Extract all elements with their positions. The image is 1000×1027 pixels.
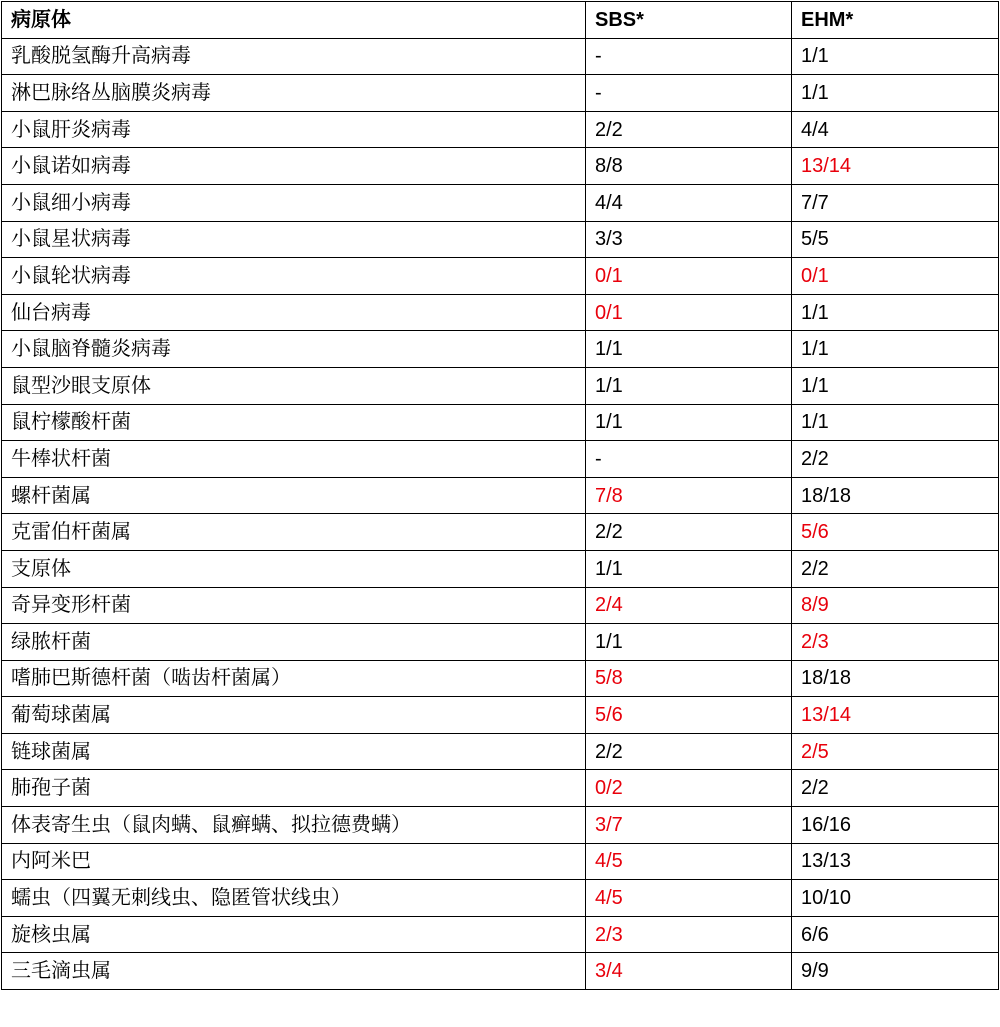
table-row: [2, 477, 999, 514]
table-row: [2, 111, 999, 148]
sbs-cell: 7/8: [586, 477, 792, 514]
pathogen-cell: 奇异变形杆菌: [2, 587, 586, 624]
sbs-cell: 1/1: [586, 367, 792, 404]
pathogen-cell: 牛棒状杆菌: [2, 441, 586, 478]
pathogen-cell: 葡萄球菌属: [2, 697, 586, 734]
sbs-cell: 0/2: [586, 770, 792, 807]
table-row: [2, 880, 999, 917]
sbs-cell: 2/3: [586, 916, 792, 953]
pathogen-cell: 乳酸脱氢酶升高病毒: [2, 38, 586, 75]
pathogen-cell: 三毛滴虫属: [2, 953, 586, 990]
ehm-cell: 13/14: [792, 697, 999, 734]
sbs-cell: 5/6: [586, 697, 792, 734]
table-row: [2, 843, 999, 880]
pathogen-cell: 鼠柠檬酸杆菌: [2, 404, 586, 441]
pathogen-cell: 链球菌属: [2, 733, 586, 770]
table-row: [2, 38, 999, 75]
ehm-cell: 10/10: [792, 880, 999, 917]
ehm-cell: 1/1: [792, 331, 999, 368]
sbs-cell: -: [586, 38, 792, 75]
sbs-cell: 4/5: [586, 843, 792, 880]
sbs-cell: 2/2: [586, 111, 792, 148]
table-row: [2, 916, 999, 953]
ehm-cell: 7/7: [792, 184, 999, 221]
table-row: [2, 587, 999, 624]
table-row: [2, 221, 999, 258]
sbs-cell: 5/8: [586, 660, 792, 697]
header-pathogen: 病原体: [2, 2, 586, 39]
pathogen-cell: 小鼠星状病毒: [2, 221, 586, 258]
ehm-cell: 18/18: [792, 477, 999, 514]
sbs-cell: 2/2: [586, 733, 792, 770]
table-row: [2, 75, 999, 112]
ehm-cell: 2/5: [792, 733, 999, 770]
table-row: [2, 770, 999, 807]
table-row: [2, 733, 999, 770]
table-row: [2, 258, 999, 295]
table-row: [2, 807, 999, 844]
table-row: [2, 953, 999, 990]
sbs-cell: -: [586, 441, 792, 478]
pathogen-cell: 仙台病毒: [2, 294, 586, 331]
table-row: [2, 367, 999, 404]
header-ehm: EHM*: [792, 2, 999, 39]
pathogen-cell: 绿脓杆菌: [2, 624, 586, 661]
ehm-cell: 1/1: [792, 75, 999, 112]
sbs-cell: 1/1: [586, 404, 792, 441]
pathogen-cell: 小鼠轮状病毒: [2, 258, 586, 295]
table-row: [2, 148, 999, 185]
ehm-cell: 9/9: [792, 953, 999, 990]
table-row: [2, 624, 999, 661]
pathogen-cell: 淋巴脉络丛脑膜炎病毒: [2, 75, 586, 112]
sbs-cell: 4/5: [586, 880, 792, 917]
table-header: [2, 2, 999, 39]
sbs-cell: 3/3: [586, 221, 792, 258]
pathogen-cell: 支原体: [2, 550, 586, 587]
table-row: [2, 184, 999, 221]
pathogen-cell: 旋核虫属: [2, 916, 586, 953]
header-sbs: SBS*: [586, 2, 792, 39]
sbs-cell: 0/1: [586, 294, 792, 331]
table-row: [2, 404, 999, 441]
table-body: [2, 38, 999, 989]
pathogen-cell: 蠕虫（四翼无刺线虫、隐匿管状线虫）: [2, 880, 586, 917]
ehm-cell: 8/9: [792, 587, 999, 624]
ehm-cell: 1/1: [792, 38, 999, 75]
ehm-cell: 5/6: [792, 514, 999, 551]
header-row: [2, 2, 999, 39]
pathogen-cell: 克雷伯杆菌属: [2, 514, 586, 551]
sbs-cell: 1/1: [586, 550, 792, 587]
pathogen-cell: 螺杆菌属: [2, 477, 586, 514]
ehm-cell: 18/18: [792, 660, 999, 697]
ehm-cell: 2/2: [792, 441, 999, 478]
pathogen-cell: 小鼠脑脊髓炎病毒: [2, 331, 586, 368]
sbs-cell: 0/1: [586, 258, 792, 295]
pathogen-cell: 小鼠细小病毒: [2, 184, 586, 221]
sbs-cell: 3/4: [586, 953, 792, 990]
pathogen-cell: 内阿米巴: [2, 843, 586, 880]
sbs-cell: -: [586, 75, 792, 112]
pathogen-cell: 肺孢子菌: [2, 770, 586, 807]
sbs-cell: 1/1: [586, 331, 792, 368]
table-row: [2, 441, 999, 478]
ehm-cell: 16/16: [792, 807, 999, 844]
ehm-cell: 1/1: [792, 294, 999, 331]
pathogen-table: [1, 1, 999, 990]
pathogen-cell: 嗜肺巴斯德杆菌（啮齿杆菌属）: [2, 660, 586, 697]
table-row: [2, 660, 999, 697]
ehm-cell: 13/13: [792, 843, 999, 880]
ehm-cell: 13/14: [792, 148, 999, 185]
pathogen-cell: 鼠型沙眼支原体: [2, 367, 586, 404]
pathogen-cell: 体表寄生虫（鼠肉螨、鼠癣螨、拟拉德费螨）: [2, 807, 586, 844]
ehm-cell: 2/3: [792, 624, 999, 661]
table-row: [2, 697, 999, 734]
pathogen-cell: 小鼠诺如病毒: [2, 148, 586, 185]
ehm-cell: 2/2: [792, 550, 999, 587]
ehm-cell: 1/1: [792, 404, 999, 441]
ehm-cell: 4/4: [792, 111, 999, 148]
pathogen-cell: 小鼠肝炎病毒: [2, 111, 586, 148]
sbs-cell: 3/7: [586, 807, 792, 844]
table-row: [2, 331, 999, 368]
ehm-cell: 0/1: [792, 258, 999, 295]
sbs-cell: 8/8: [586, 148, 792, 185]
sbs-cell: 4/4: [586, 184, 792, 221]
ehm-cell: 6/6: [792, 916, 999, 953]
sbs-cell: 1/1: [586, 624, 792, 661]
sbs-cell: 2/4: [586, 587, 792, 624]
ehm-cell: 1/1: [792, 367, 999, 404]
ehm-cell: 5/5: [792, 221, 999, 258]
table-row: [2, 550, 999, 587]
table-row: [2, 514, 999, 551]
sbs-cell: 2/2: [586, 514, 792, 551]
table-row: [2, 294, 999, 331]
ehm-cell: 2/2: [792, 770, 999, 807]
